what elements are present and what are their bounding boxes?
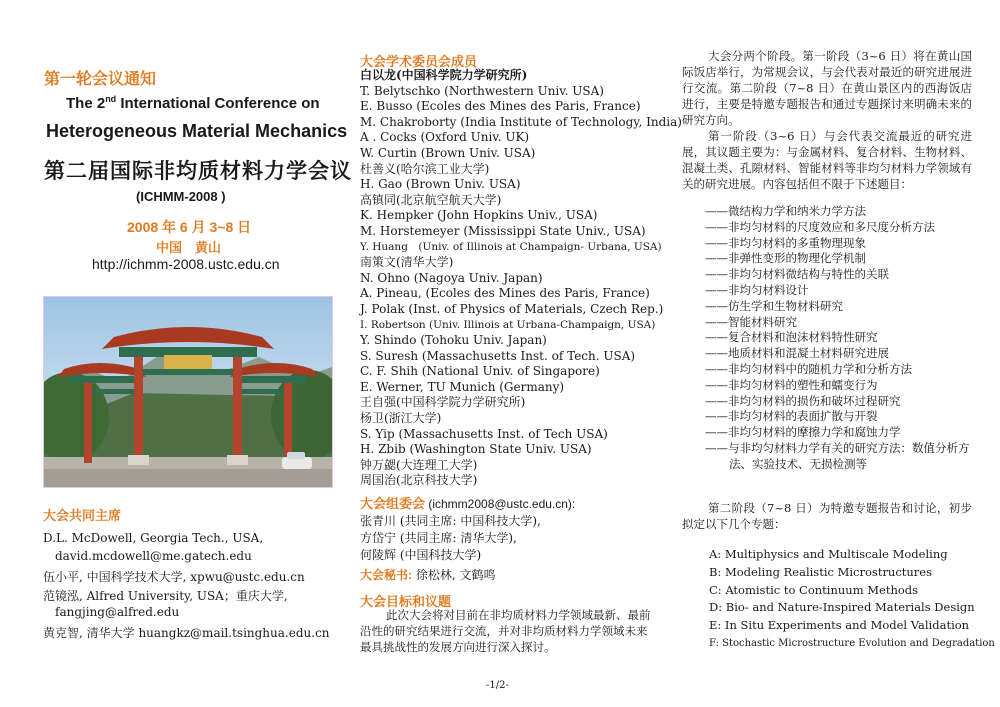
topic-item: ——与非均匀材料力学有关的研究方法：数值分析方法、实验技术、无损检测等 <box>705 440 970 471</box>
goals-paragraph: 此次大会将对目前在非均质材料力学领域最新、最前沿性的研究结果进行交流，并对非均质材料力学领域未来最具挑战性的发展方向进行深入探讨。 <box>360 608 651 654</box>
cochair-line: 伍小平, 中国科学技术大学, xpwu@ustc.edu.cn <box>43 570 305 584</box>
topic-item: ——微结构力学和纳米力学方法 <box>705 204 866 218</box>
organizer-line: 何陵辉 (中国科技大学) <box>360 548 482 562</box>
topic-item: ——非均匀材料中的随机力学和分析方法 <box>705 361 912 376</box>
conference-title-line1: The 2nd International Conference on <box>66 94 320 112</box>
committee-member: S. Suresh (Massachusetts Inst. of Tech. USA) <box>360 348 636 363</box>
venue-gate-photo <box>43 296 333 488</box>
committee-member: H. Gao (Brown Univ. USA) <box>360 177 521 192</box>
committee-member: C. F. Shih (National Univ. of Singapore) <box>360 364 600 379</box>
topic-item: ——非均匀材料的摩擦力学和腐蚀力学 <box>705 425 901 440</box>
symposium-item: C: Atomistic to Continuum Methods <box>709 582 919 597</box>
topic-item: ——非均匀材料设计 <box>705 282 809 297</box>
organizing-email[interactable]: (ichmm2008@ustc.edu.cn): <box>425 497 576 511</box>
conference-title-cn: 第二届国际非均质材料力学会议 <box>44 160 352 183</box>
organizer-line: 张青川 (共同主席: 中国科技大学), <box>360 514 541 528</box>
committee-member: K. Hempker (John Hopkins Univ., USA) <box>360 208 598 223</box>
committee-member: I. Robertson (Univ. Illinois at Urbana-Champaign, USA) <box>360 318 656 331</box>
symposium-item: E: In Situ Experiments and Model Validation <box>709 618 970 633</box>
symposium-item: D: Bio- and Nature-Inspired Materials Design <box>709 600 975 615</box>
committee-member: Y. Shindo (Tohoku Univ. Japan) <box>360 333 547 348</box>
topic-item: ——非均匀材料的多重物理现象 <box>705 235 866 250</box>
committee-member: 周国治(北京科技大学) <box>360 473 478 488</box>
topic-item: ——非均匀材料的塑性和蠕变行为 <box>705 377 878 392</box>
cochair-line: 黄克智, 清华大学 huangkz@mail.tsinghua.edu.cn <box>43 626 330 640</box>
cochair-email[interactable]: david.mcdowell@me.gatech.edu <box>55 549 252 563</box>
committee-member: 白以龙(中国科学院力学研究所) <box>360 68 528 82</box>
gate-illustration <box>44 297 332 487</box>
topic-item: ——地质材料和混凝土材料研究进展 <box>705 346 889 361</box>
conference-date: 2008 年 6 月 3~8 日 <box>127 219 252 235</box>
committee-member: T. Belytschko (Northwestern Univ. USA) <box>360 83 604 98</box>
organizer-line: 方岱宁 (共同主席: 清华大学), <box>360 531 517 545</box>
phase1-description: 第一阶段（3~6 日）与会代表交流最近的研究进展，其议题主要为：与金属材料、复合材料、生物材料、混凝土类、孔隙材料、智能材料等非均匀材料力学领域有关的研究进展。内容包括但不限于下述题目： <box>682 129 972 191</box>
topic-item: ——非均匀材料微结构与特性的关联 <box>705 267 889 282</box>
cochairs-heading: 大会共同主席 <box>43 508 122 523</box>
topic-item: ——非均匀材料的尺度效应和多尺度分析方法 <box>705 219 935 234</box>
committee-member: Y. Huang (Univ. of Illinois at Champaign- Urbana, USA) <box>360 240 662 253</box>
committee-member: 南策文(清华大学) <box>360 255 454 270</box>
schedule-intro: 大会分两个阶段。第一阶段（3~6 日）将在黄山国际饭店举行，为常规会议，与会代表对最近的研究进展进行交流。第二阶段（7~8 日）在黄山景区内的西海饭店进行，主要是特邀专题报告和通过专题探讨来明确未来的研究方向。 <box>682 49 972 127</box>
committee-member: M. Chakroborty (India Institute of Technology, India) <box>360 114 682 129</box>
committee-member: E. Busso (Ecoles des Mines des Paris, France) <box>360 99 641 114</box>
topic-list <box>705 204 975 473</box>
committee-member: J. Polak (Inst. of Physics of Materials, Czech Rep.) <box>360 301 664 316</box>
committee-member: M. Horstemeyer (Mississippi State Univ., USA) <box>360 223 646 238</box>
page-number: -1/2- <box>486 680 509 691</box>
phase2-description: 第二阶段（7~8 日）为特邀专题报告和讨论，初步拟定以下几个专题： <box>682 501 972 531</box>
topic-item: ——非均匀材料的表面扩散与开裂 <box>705 409 878 424</box>
committee-member: E. Werner, TU Munich (Germany) <box>360 379 565 394</box>
secretary-line: 大会秘书: 徐松林, 文鹤鸣 <box>360 568 496 582</box>
committee-member: A . Cocks (Oxford Univ. UK) <box>360 130 530 145</box>
symposia-list <box>709 546 995 653</box>
committee-member: 杜善义(哈尔滨工业大学) <box>360 161 490 176</box>
committee-member: 王自强(中国科学院力学研究所) <box>360 395 526 410</box>
cochair-email[interactable]: fangjing@alfred.edu <box>55 605 180 619</box>
goals-heading: 大会目标和议题 <box>360 594 452 609</box>
committee-member: N. Ohno (Nagoya Univ. Japan) <box>360 270 543 285</box>
conference-url[interactable]: http://ichmm-2008.ustc.edu.cn <box>92 256 280 272</box>
committee-member: 钟万勰(大连理工大学) <box>360 457 478 472</box>
conference-title-line2: Heterogeneous Material Mechanics <box>46 121 348 141</box>
committee-member: 杨卫(浙江大学) <box>360 411 442 426</box>
symposium-item: F: Stochastic Microstructure Evolution and Degradation <box>709 637 995 649</box>
conference-abbreviation: (ICHMM-2008 ) <box>136 189 226 204</box>
organizing-committee-heading: 大会组委会 (ichmm2008@ustc.edu.cn): <box>360 496 576 511</box>
cochair-line: 范镜泓, Alfred University, USA；重庆大学, <box>43 589 288 603</box>
cochair-line: D.L. McDowell, Georgia Tech., USA, <box>43 531 264 545</box>
topic-item: ——智能材料研究 <box>705 314 797 329</box>
committee-member: S. Yip (Massachusetts Inst. of Tech USA) <box>360 426 608 441</box>
topic-item: ——非弹性变形的物理化学机制 <box>705 251 866 266</box>
committee-member: W. Curtin (Brown Univ. USA) <box>360 145 536 160</box>
symposium-item: B: Modeling Realistic Microstructures <box>709 564 933 579</box>
committee-member: H. Zbib (Washington State Univ. USA) <box>360 442 592 457</box>
conference-place: 中国 黄山 <box>156 240 222 255</box>
committee-member: 高镇同(北京航空航天大学) <box>360 192 502 207</box>
topic-item: ——仿生学和生物材料研究 <box>705 298 843 313</box>
symposium-item: A: Multiphysics and Multiscale Modeling <box>709 547 948 561</box>
topic-item: ——非均匀材料的损伤和破坏过程研究 <box>705 393 901 408</box>
notice-label: 第一轮会议通知 <box>44 71 157 88</box>
topic-item: ——复合材料和泡沫材料特性研究 <box>705 330 878 345</box>
committee-member-list <box>360 68 682 489</box>
committee-heading: 大会学术委员会成员 <box>360 54 478 69</box>
committee-member: A. Pineau, (Ecoles des Mines des Paris, France) <box>360 286 650 301</box>
